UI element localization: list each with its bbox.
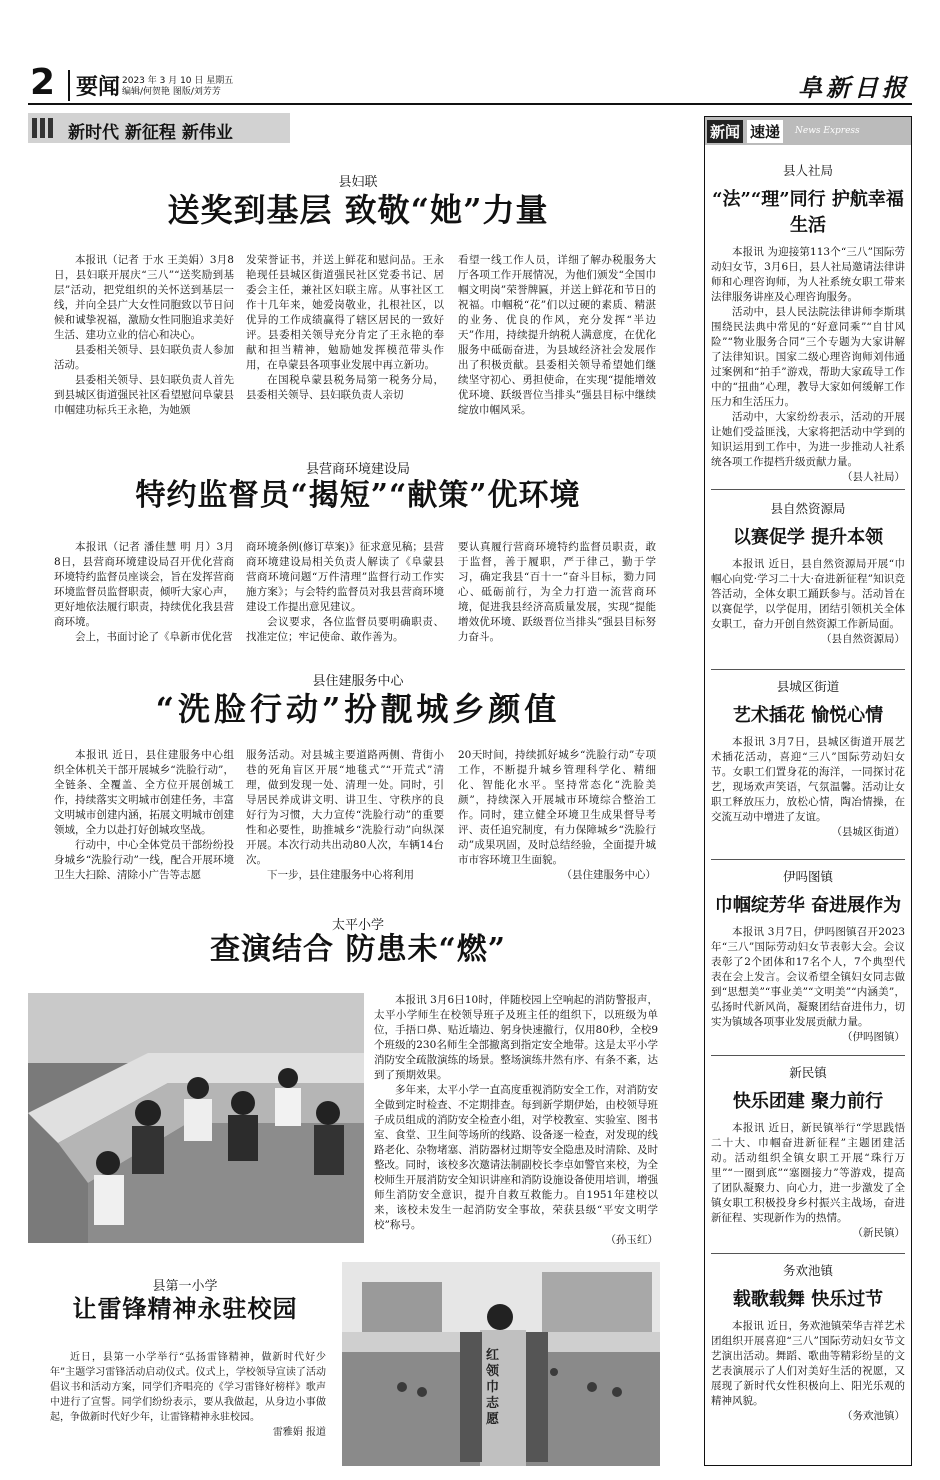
paragraph: 本报讯 近日，务欢池镇荣华吉祥艺术团组织开展喜迎“三八”国际劳动妇女节文艺演出活动。舞蹈、歌曲等精彩纷呈的文艺表演展示了人们对美好生活的祝愿，又展现了新时代女性积极向上、阳光乐观的精神风貌。 (711, 1320, 905, 1407)
paragraph: 活动中，县人民法院法律讲师李斯琪围绕民法典中常见的“好意同乘”“自甘风险”“物业服务合同”三个专题为大家讲解了法律知识。国家二级心理咨询师刘伟通过案例和“拍手”游戏，帮助大家疏导工作中的“扭曲”心理，教导大家如何缓解工作压力和生活压力。 (711, 306, 905, 408)
page-number: 2 (30, 62, 56, 103)
article-signature: （孙玉红） (605, 1234, 658, 1246)
section-name: 要闻 (68, 70, 120, 101)
paragraph: 下一步，县住建服务中心将利用 (267, 869, 414, 881)
article-signature: （县住建服务中心） (561, 869, 656, 881)
paragraph: 近日，县第一小学举行“弘扬雷锋精神，做新时代好少年”主题学习雷锋活动启动仪式。仪式上，学校领导宣读了活动倡议书和活动方案，同学们齐唱亮的《学习雷锋好榜样》歌声中进行了宣誓。同学们纷纷表示，要从我做起，从身边小事做起，争做新时代好少年，让雷锋精神永驻校园。 (50, 1352, 326, 1423)
sidebar-divider (711, 669, 905, 670)
sidebar-item-kicker: 务欢池镇 (782, 1263, 833, 1278)
article-kicker: 县第一小学 (152, 1279, 218, 1294)
sidebar-item-signature: （县人社局） (842, 471, 905, 483)
article-column (54, 253, 234, 418)
sidebar-header-express: 速递 (747, 120, 783, 143)
sidebar-item-body (711, 1319, 905, 1424)
fire-drill-photo (28, 993, 364, 1243)
sidebar-item-signature: （新民镇） (852, 1227, 905, 1239)
sidebar-divider (711, 1253, 905, 1254)
sidebar-item-signature: （务欢池镇） (842, 1410, 905, 1422)
sidebar-divider (711, 1055, 905, 1056)
article-kicker: 太平小学 (331, 918, 384, 933)
paragraph: 服务活动。对县城主要道路两侧、背街小巷的死角盲区开展“地毯式”“开荒式”清理，做到发现一处、清理一处。同时，引导居民养成讲文明、讲卫生、守秩序的良好行为习惯，大力宣传“洗脸行动”的重要性和必要性，助推城乡“洗脸行动”向纵深开展。本次行动共出动80人次，车辆14台次。 (246, 749, 444, 866)
sidebar-item-kicker: 县自然资源局 (770, 501, 846, 516)
sidebar-item-title: 快乐团建 聚力前行 (732, 1091, 884, 1112)
article-column (246, 540, 444, 645)
banner-bars-icon (32, 118, 56, 142)
lei-feng-ceremony-photo (342, 1262, 660, 1466)
paragraph: 本报讯 近日，县自然资源局开展“巾帼心向党·学习二十大·奋进新征程”知识竞答活动，全体女职工踊跃参与。活动旨在以赛促学，以学促用，团结引领机关全体女职工，奋力开创自然资源工作新局面。 (711, 558, 905, 630)
date-line (122, 76, 233, 98)
header-rule (28, 103, 912, 105)
paragraph: 会上，书面讨论了《阜新市优化营 (75, 631, 233, 643)
sidebar-item-title: 以赛促学 提升本领 (732, 527, 884, 548)
paragraph: 本报讯 近日，县住建服务中心组织全体机关干部开展城乡“洗脸行动”，全链条、全覆盖、全方位开展创城工作，持续落实文明城市创建任务，丰富文明城市创建内涵，拓展文明城市创建领域，全力以赴打好创城攻坚战。 (54, 749, 234, 836)
sidebar-item-kicker: 县城区街道 (776, 679, 840, 694)
news-express-sidebar (704, 116, 912, 1466)
article-headline: 送奖到基层 致敬“她”力量 (167, 191, 549, 229)
banner-label: 新时代 新征程 新伟业 (68, 123, 233, 143)
sidebar-item-body (711, 557, 905, 647)
sidebar-item-body (711, 1121, 905, 1241)
sidebar-divider (711, 489, 905, 490)
paragraph: 商环境条例(修订草案)》征求意见稿；县营商环境建设局相关负责人解读了《阜蒙县营商环境问题“万件清理”监督行动工作实施方案》；与会特约监督员对我县营商环境建设工作提出意见建议。 (246, 541, 444, 613)
paragraph: 会议要求，各位监督员要明确职责、找准定位；牢记使命、敢作善为。 (246, 616, 444, 643)
sidebar-header (705, 117, 911, 145)
paragraph: 发荣誉证书，并送上鲜花和慰问品。王永艳现任县城区街道强民社区党委书记、居委会主任，兼社区妇联主席。从事社区工作十几年来，她爱岗敬业，扎根社区，以优异的工作成绩赢得了辖区居民的一致好评。县委相关领导充分肯定了王永艳的奉献和担当精神，勉励她发挥模范带头作用，在阜蒙县各项事业发展中再立新功。 (246, 254, 444, 371)
paragraph: 本报讯 3月6日10时，伴随校园上空响起的消防警报声，太平小学师生在校领导班子及班主任的组织下，以班级为单位，手捂口鼻、贴近墙边、躬身快速撤行，仅用80秒，全校9个班级的230名师生全部撤离到指定安全地带。这是太平小学消防安全疏散演练的场景。整场演练井然有序、有条不紊，达到了预期效果。 (374, 994, 658, 1081)
article-column (458, 253, 656, 418)
sidebar-header-news: 新闻 (707, 120, 743, 143)
article-headline: 让雷锋精神永驻校园 (72, 1294, 298, 1323)
issue-date: 2023 年 3 月 10 日 星期五 (122, 76, 234, 86)
paragraph: 本报讯 3月7日，伊吗图镇召开2023年“三八”国际劳动妇女节表彰大会。会议表彰了2个团体和17名个人，7个典型代表在会上发言。会议希望全镇妇女同志做到“思想美”“事业美”“文明美”“内涵美”，弘扬时代新风尚，凝聚团结奋进伟力，切实为镇域各项事业发展贡献力量。 (711, 926, 905, 1028)
sidebar-item (711, 1063, 905, 1241)
sidebar-item-body (711, 735, 905, 840)
sidebar-item-signature: （县城区街道） (831, 826, 905, 838)
article-column (458, 748, 656, 883)
paragraph: 本报讯 3月7日，县城区街道开展艺术插花活动，喜迎“三八”国际劳动妇女节。女职工们置身花的海洋，一同探讨花艺，现场欢声笑语，气氛温馨。活动让女职工释放压力，放松心情，陶冶情操，在交流互动中增进了友谊。 (711, 736, 905, 823)
photo-caption-vertical: 红领巾志愿 (486, 1348, 500, 1427)
article-column (458, 540, 656, 645)
article-column (246, 748, 444, 883)
section-banner (28, 113, 290, 143)
article-column (54, 748, 234, 883)
article-column (50, 1350, 326, 1440)
paragraph: 要认真履行营商环境特约监督员职责，敢于监督，善于履职，严于律己，勤于学习，确定我县“百十一”奋斗目标，勠力同心、砥砺前行，为全力打造一流营商环境，促进我县经济高质量发展，实现“提能增效优环境、跃级晋位当排头”强县目标努力奋斗。 (458, 541, 656, 643)
paragraph: 县委相关领导、县妇联负责人参加活动。 (54, 344, 234, 371)
sidebar-item-title: “法”“理”同行 护航幸福生活 (712, 189, 904, 236)
article-headline: “洗脸行动”扮靓城乡颜值 (155, 690, 561, 728)
editors-credit: 编辑/何贺艳 图版/刘芳芳 (122, 87, 221, 97)
paragraph: 在国税阜蒙县税务局第一税务分局，县委相关领导、县妇联负责人亲切 (246, 374, 444, 401)
sidebar-item-kicker: 伊吗图镇 (782, 869, 833, 884)
article-signature: 雷雅娟 报道 (272, 1427, 326, 1438)
paragraph: 县委相关领导、县妇联负责人首先到县城区街道强民社区看望慰问阜蒙县巾帼建功标兵王永艳，为她颁 (54, 374, 234, 416)
paragraph: 本报讯 近日，新民镇举行“学思践悟二十大、巾帼奋进新征程”主题团建活动。活动组织全镇女职工开展“珠行万里”“一圈到底”“塞圈接力”等游戏，提高了团队凝聚力、向心力，进一步激发了全镇女职工积极投身乡村振兴主战场，奋进新征程、实现新作为的热情。 (711, 1122, 905, 1224)
paragraph: 看望一线工作人员，详细了解办税服务大厅各项工作开展情况，为他们颁发“全国巾帼文明岗”荣誉牌匾，并送上鲜花和节日的祝福。巾帼税“花”们以过硬的素质、精湛的业务、优良的作风，充分发挥“半边天”作用，持续提升纳税人满意度，在优化服务中砥砺奋进，为县域经济社会发展作出了积极贡献。县委相关领导希望她们继续坚守初心、勇担使命，在实现“提能增效优环境、跃级晋位当排头”强县目标中继续绽放巾帼风采。 (458, 254, 656, 416)
article-kicker: 县营商环境建设局 (305, 462, 410, 477)
article-kicker: 县住建服务中心 (312, 674, 404, 689)
sidebar-item-body (711, 925, 905, 1045)
article-kicker: 县妇联 (338, 175, 378, 190)
article-headline: 特约监督员“揭短”“献策”优环境 (135, 478, 581, 513)
paragraph: 20天时间，持续抓好城乡“洗脸行动”专项工作，不断提升城乡管理科学化、精细化、智能化水平。坚持常态化“洗脸美颜”，持续深入开展城市环境综合整治工作。同时，建立健全环境卫生成果督导考评、责任追究制度，有力保障城乡“洗脸行动”成果巩固，及时总结经验，全面提升城市市容环境卫生面貌。 (458, 749, 656, 866)
sidebar-item-signature: （伊吗图镇） (842, 1031, 905, 1043)
sidebar-item-signature: （县自然资源局） (821, 633, 905, 645)
article-column (54, 540, 234, 645)
sidebar-item (711, 1261, 905, 1424)
sidebar-item-kicker: 新民镇 (789, 1065, 827, 1080)
paragraph: 本报讯（记者 潘佳慧 明 月）3月8日，县营商环境建设局召开优化营商环境特约监督员座谈会，旨在发挥营商环境监督员监督职责，倾听大家心声，更好地依法履行职责，持续优化我县营商环境。 (54, 541, 234, 628)
sidebar-item (711, 677, 905, 840)
paragraph: 本报讯 为迎接第113个“三八”国际劳动妇女节，3月6日，县人社局邀请法律讲师和心理咨询师，为人社系统女职工带来法律服务讲座及心理咨询服务。 (711, 246, 905, 303)
paragraph: 多年来，太平小学一直高度重视消防安全工作，对消防安全做到定时检查、不定期排查。每到新学期伊始，由校领导班子成员组成的消防安全检查小组，对学校教室、实验室、图书室、食堂、卫生间等场所的线路、设备逐一检查，对发现的线路老化、杂物堵塞、消防器材过期等安全隐患及时清除、及时整改。同时，该校多次邀请法制副校长李卓如警官来校，为全校师生开展消防安全知识讲座和消防设施设备使用培训，增强师生消防安全意识，提升自救互救能力。自1951年建校以来，该校未发生一起消防安全事故，荣获县级“平安文明学校”称号。 (374, 1084, 658, 1231)
sidebar-item (711, 867, 905, 1045)
sidebar-item (711, 161, 905, 485)
sidebar-item-title: 艺术插花 愉悦心情 (732, 705, 884, 726)
paragraph: 活动中，大家纷纷表示，活动的开展让她们受益匪浅，大家将把活动中学到的知识运用到工作中，为进一步推动人社系统各项工作提档升级贡献力量。 (711, 411, 905, 468)
article-column (374, 993, 658, 1248)
paragraph: 本报讯（记者 于水 王美娟）3月8日，县妇联开展庆“三八”“送奖励到基层”活动，把党组织的关怀送到基层一线，并向全县广大女性同胞致以节日问候和诚挚祝福，激励女性同胞追求美好生活、建功立业的信心和决心。 (54, 254, 234, 341)
sidebar-item-body (711, 245, 905, 485)
article-headline: 查演结合 防患未“燃” (210, 932, 506, 967)
article-column (246, 253, 444, 403)
masthead-logo: 阜新日报 (798, 73, 910, 102)
sidebar-item-title: 巾帼绽芳华 奋进展作为 (714, 895, 902, 916)
paragraph: 行动中，中心全体党员干部纷纷投身城乡“洗脸行动”一线，配合开展环境卫生大扫除、清除小广告等志愿 (54, 839, 234, 881)
sidebar-item (711, 499, 905, 647)
sidebar-item-kicker: 县人社局 (782, 163, 833, 178)
sidebar-divider (711, 859, 905, 860)
sidebar-header-english: News Express (795, 126, 860, 136)
sidebar-item-title: 载歌载舞 快乐过节 (732, 1289, 884, 1310)
